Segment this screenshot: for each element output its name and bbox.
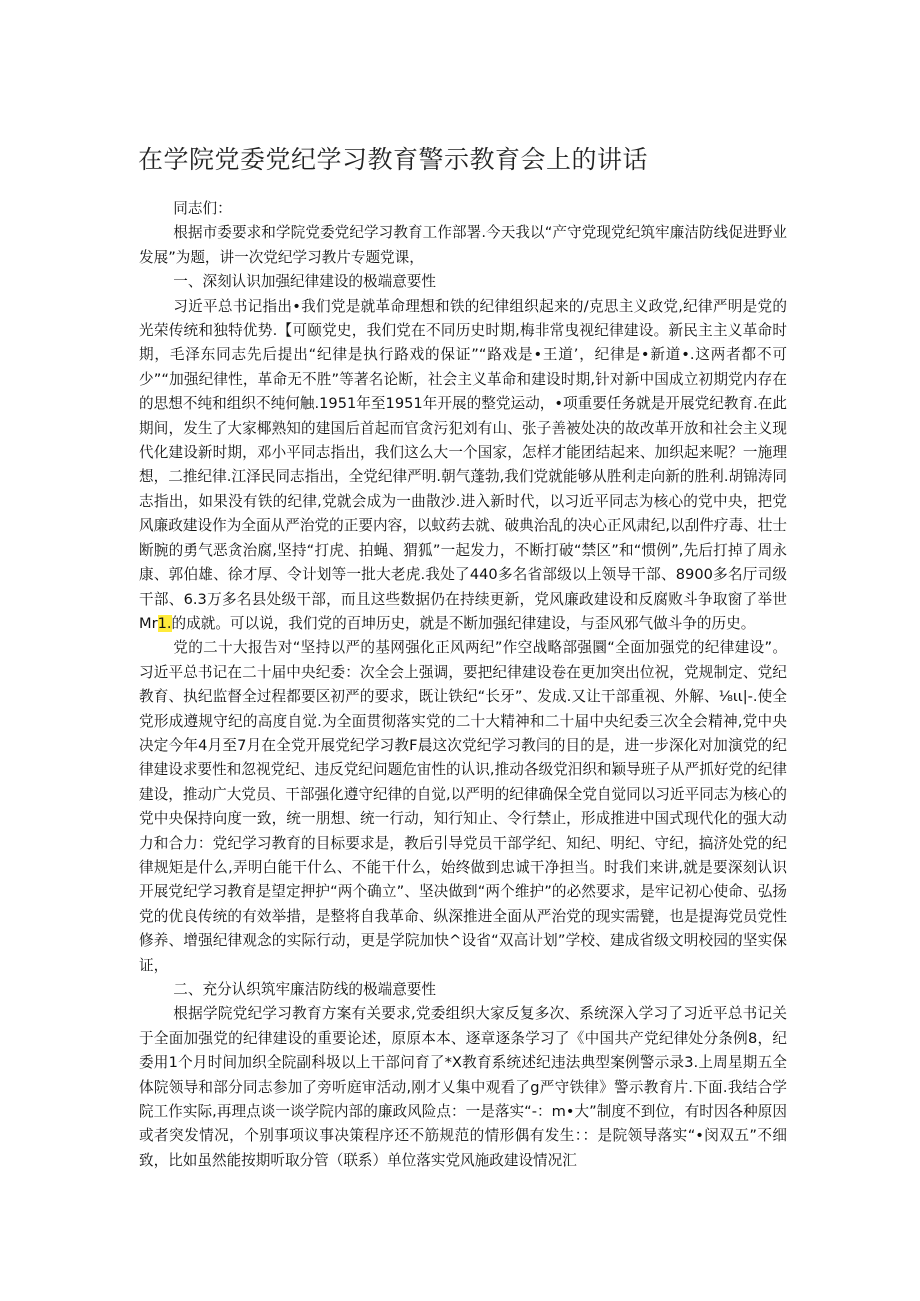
- document-body: [139, 197, 787, 1173]
- section-heading-2: 二、充分认织筑牢廉洁防线的极端意要性: [173, 981, 436, 998]
- paragraph-history-text-end: 的成就。可以说，我们党的百坤历史，就是不断加强纪律建设，与歪风邪气做斗争的历史。: [171, 614, 756, 632]
- paragraph-history: [139, 295, 787, 637]
- paragraph-risk-points: 根据学院党纪学习教育方案有关要求,党委组织大家反复多次、系统深入学习了习近平总书记关于全面加强党的纪律建设的重要论述，原原本本、逐章逐条学习了《中国共产党纪律处分条例8，纪委用1个月时间加织全院副科圾以上干部问育了*X教育系统述纪违法典型案例警示录3.上周星期五全体院领导和部分同志参加了旁听庭审活动,刚才乂集中观看了g严守铁律》警示教育片.下面.我结合学院工作实际,再理点谈一谈学院内部的廉政风险点：一是落实“-：m•大”制度不到位，有时因各种原因或者突发情况，个别事项议事决策程序还不筋规范的情形偶有发生：：是院领导落实“•闵双五”不细致，比如虽然能按期听取分管（联系）单位落实党风施政建设情况汇: [139, 1005, 787, 1169]
- document-title: 在学院党委党纪学习教育警示教育会上的讲话: [138, 145, 649, 174]
- paragraph-history-text: 习近平总书记指出•我们党是就革命理想和铁的纪律组织起来的/克思主义政党,纪律严明是党的光荣传统和独特优势.【可颐党史，我们党在不同历史时期,梅非常曳视纪律建设。新民主主义革命时期，毛泽东同志先后提出“纪律是执行路戏的保证”“路戏是•王道’，纪律是•新道•.这两者都不可少”“加强纪律性，革命无不胜”等著名论断，社会主义革命和建设时期,针对新中国成立初期党内存在的思想不纯和组织不纯何触.1951年至1951年开展的整党运动，•项重要任务就是开展党纪教育.在此期间，发生了大家椰熟知的建国后首起而官贪污犯刘有山、张子善被处决的故改革开放和社会主义现代化建设新时期，邓小平同志指出，我们这么大一个国家，怎样才能团结起来、加织起来呢？一施理想，二推纪律.江泽民同志指出，全党纪律严明.朝气蓬勃,我们党就能够从胜利走向新的胜利.胡锦涛同志指出，如果没有铁的纪律,党就会成为一曲散沙.进入新时代，以习近平同志为核心的党中央，把党风廉政建设作为全面从严治党的正要内容，以蚊药去就、破典治乱的决心正风肃纪,以刮件疗毒、壮士断腕的勇气恶贪治腐,坚持“打虎、拍蝇、猬狐”一起发力，不断打破“禁区”和“惯例”,先后打掉了周永康、郭伯雄、徐才厚、令计划等一批大老虎.我处了440多名省部级以上领导干部、8900多名厅司级干部、6.3万多名县处级干部，而且这些数据仍在持续更新，党风廉政建设和反腐败斗争取窗了举世Mr: [139, 297, 787, 632]
- salutation: 同志们：: [173, 200, 232, 217]
- highlighted-text: 1.: [157, 614, 172, 632]
- paragraph-twentieth-congress: 党的二十大报告对“坚持以严的基网强化正风两纪”作空战略部强圜“全面加强党的纪律建设”。习近平总书记在二十届中央纪委：次全会上强调，要把纪律建设卷在更加突出位祝，党规制定、党纪教育、执纪监督全过程都要区初严的要求，既让铁纪“长牙”、发成.又让干部重视、外解、⅛ιι|-.使全党形成遵规守纪的高度自觉.为全面贯彻落实党的二十大精神和二十届中央纪委三次全会精神,党中央决定今年4月至7月在全党开展党纪学习教F晨这次党纪学习教闫的目的是，进一步深化对加演党的纪律建设求要性和忽视党纪、违反党纪问题危宙性的认识,推动各级党汨织和颖导班子从严抓好党的纪律建设，推动广大党员、干部强化遵守纪律的自觉,以严明的纪律确保全党自觉同以习近平同志为核心的党中央保持向度一致，统一朋想、统一行动，知行知止、令行禁止，形成推进中国式现代化的强大动力和合力：党纪学习教育的目标要求是，教后引导党员干部学纪、知纪、明纪、守纪，搞济处党的纪律规矩是什么,弄明白能干什么、不能干什么，始终做到忠诚干净担当。时我们来讲,就是要深刻认识开展党纪学习教育是望定押护“两个确立”、坚决做到“两个维护”的必然要求，是牢记初心使命、弘扬党的优良传统的有效举措，是整将自我革命、纵深推进全面从严治党的现实需甓，也是提海党员党性修养、增强纪律观念的实际行动，更是学院加快^设省“双高计划”学校、建成省级文明校园的坚实保证，: [139, 639, 787, 974]
- section-heading-1: 一、深刻认识加强纪律建设的极端意要性: [173, 273, 436, 291]
- intro-paragraph: 根据市委要求和学院党委党纪学习教育工作部署.今天我以“产守党现党纪筑牢廉洁防线促进野业发展”为题，讲一次党纪学习教片专题党课，: [139, 224, 787, 266]
